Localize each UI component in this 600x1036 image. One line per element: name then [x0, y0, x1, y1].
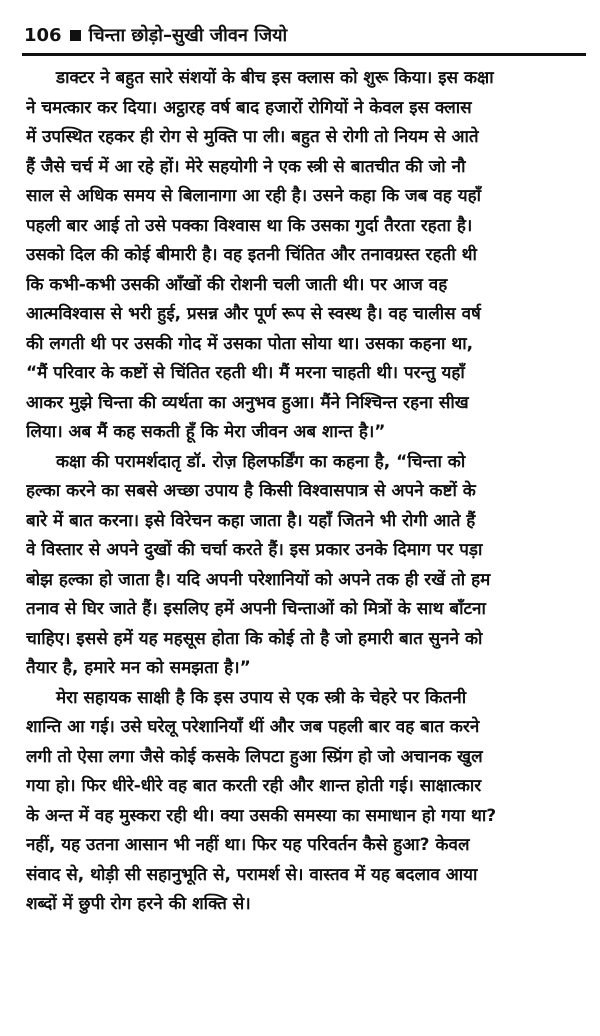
text-line: बोझ हल्का हो जाता है। यदि अपनी परेशानियों को अपने तक ही रखें तो हम	[26, 569, 491, 590]
text-line: के अन्त में वह मुस्करा रही थी। क्या उसकी समस्या का समाधान हो गया था?	[26, 805, 497, 826]
text-line: शब्दों में छुपी रोग हरने की शक्ति से।	[26, 894, 251, 914]
text-line: “मैं परिवार के कष्टों से चिंतित रहती थी। मैं मरना चाहती थी। परन्तु यहाँ	[26, 363, 465, 383]
paragraph	[26, 448, 584, 684]
body-text	[26, 64, 584, 920]
text-line: वे विस्तार से अपने दुखों की चर्चा करते हैं। इस प्रकार उनके दिमाग पर पड़ा	[26, 540, 483, 560]
text-line: मेरा सहायक साक्षी है कि इस उपाय से एक स्त्री के चेहरे पर कितनी	[56, 687, 467, 708]
text-line: हैं जैसे चर्च में आ रहे हों। मेरे सहयोगी ने एक स्त्री से बातचीत की जो नौ	[26, 156, 466, 177]
paragraph	[26, 684, 584, 920]
text-line: लगी तो ऐसा लगा जैसे कोई कसके लिपटा हुआ स्प्रिंग हो जो अचानक खुल	[26, 746, 483, 767]
paragraph	[26, 64, 584, 448]
text-line: संवाद से, थोड़ी सी सहानुभूति से, परामर्श से। वास्तव में यह बदलाव आया	[26, 864, 478, 885]
text-line: उसको दिल की कोई बीमारी है। वह इतनी चिंतित और तनावग्रस्त रहती थी	[26, 245, 477, 265]
page-number: 106	[24, 24, 62, 46]
square-bullet-icon	[70, 30, 81, 41]
running-header	[24, 18, 584, 52]
text-line: पहली बार आई तो उसे पक्का विश्वास था कि उसका गुर्दा तैरता रहता है।	[26, 215, 473, 236]
text-line: चाहिए। इससे हमें यह महसूस होता कि कोई तो है जो हमारी बात सुनने को	[26, 628, 483, 649]
text-line: आत्मविश्वास से भरी हुई, प्रसन्न और पूर्ण रूप से स्वस्थ है। वह चालीस वर्ष	[26, 304, 481, 324]
text-line: शान्ति आ गई। उसे घरेलू परेशानियाँ थीं और जब पहली बार वह बात करने	[26, 717, 480, 737]
book-title: चिन्ता छोड़ो–सुखी जीवन जियो	[88, 25, 288, 46]
text-line: कि कभी-कभी उसकी आँखों की रोशनी चली जाती थी। पर आज वह	[26, 274, 448, 295]
text-line: नहीं, यह उतना आसान भी नहीं था। फिर यह परिवर्तन कैसे हुआ? केवल	[26, 835, 470, 855]
text-line: में उपस्थित रहकर ही रोग से मुक्ति पा ली। बहुत से रोगी तो नियम से आते	[26, 127, 479, 147]
text-line: लिया। अब मैं कह सकती हूँ कि मेरा जीवन अब शान्त है।”	[26, 422, 386, 442]
header-rule	[22, 53, 586, 56]
text-line: हल्का करने का सबसे अच्छा उपाय है किसी विश्वासपात्र से अपने कष्टों के	[26, 481, 476, 501]
text-line: की लगती थी पर उसकी गोद में उसका पोता सोया था। उसका कहना था,	[26, 333, 474, 354]
text-line: ने चमत्कार कर दिया। अट्ठारह वर्ष बाद हजारों रोगियों ने केवल इस क्लास	[26, 97, 472, 118]
text-line: तनाव से घिर जाते हैं। इसलिए हमें अपनी चिन्ताओं को मित्रों के साथ बाँटना	[26, 599, 486, 619]
text-line: डाक्टर ने बहुत सारे संशयों के बीच इस क्लास को शुरू किया। इस कक्षा	[56, 68, 494, 88]
text-line: कक्षा की परामर्शदातृ डॉ. रोज़ हिलफर्डिंग का कहना है, “चिन्ता को	[56, 451, 466, 472]
text-line: तैयार है, हमारे मन को समझता है।”	[26, 658, 251, 678]
text-line: बारे में बात करना। इसे विरेचन कहा जाता है। यहाँ जितने भी रोगी आते हैं	[26, 510, 476, 531]
text-line: आकर मुझे चिन्ता की व्यर्थता का अनुभव हुआ। मैंने निश्चिन्त रहना सीख	[26, 392, 469, 413]
text-line: साल से अधिक समय से बिलानागा आ रही है। उसने कहा कि जब वह यहाँ	[26, 186, 482, 206]
text-line: गया हो। फिर धीरे-धीरे वह बात करती रही और शान्त होती गई। साक्षात्कार	[26, 776, 482, 796]
